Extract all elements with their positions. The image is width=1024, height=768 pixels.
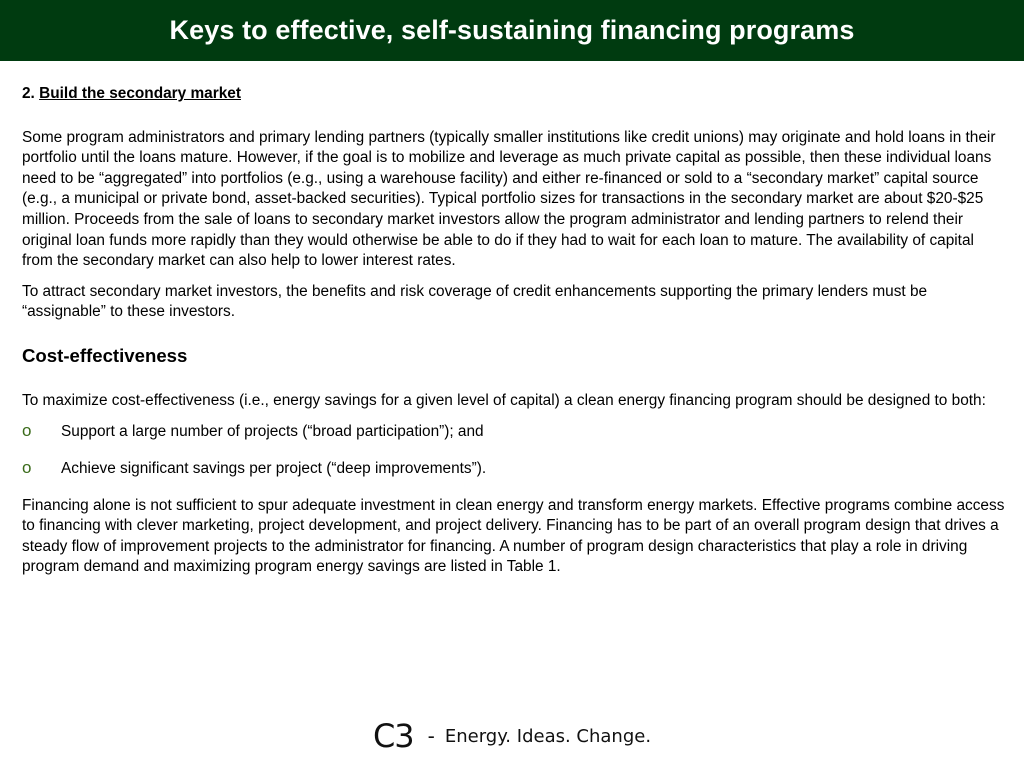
bullet-marker-icon: o	[22, 420, 32, 440]
paragraph-secondary-market: Some program administrators and primary lending partners (typically smaller institutions like credit unions) may originate and hold loans in their portfolio until the loans mature. However, if the goal is to mobilize and leverage as much private capital as possible, then these individual loans need to be “aggregated” into portfolios (e.g., using a warehouse facility) and either re-financed or sold to a “secondary market” capital source (e.g., a municipal or private bond, asset-backed securities). Typical portfolio sizes for transactions in the secondary market are about $20-$25 million. Proceeds from the sale of loans to secondary market investors allow the program administrator and lending partners to relend their original loan funds more rapidly than they would otherwise be able to do if they had to wait for each loan to mature. The availability of capital from the secondary market can also help to lower interest rates.	[22, 128, 996, 270]
footer-separator: -	[427, 724, 435, 748]
footer-branding	[0, 716, 1024, 756]
section-heading-text: Build the secondary market	[39, 85, 241, 102]
bullet-item	[22, 459, 1006, 488]
footer-tagline: Energy. Ideas. Change.	[444, 725, 652, 747]
paragraph-investors: To attract secondary market investors, the benefits and risk coverage of credit enhancements supporting the primary lenders must be “assignable” to these investors.	[22, 282, 928, 321]
section-number: 2.	[22, 85, 35, 102]
bullet-item	[22, 422, 1006, 451]
slide-title: Keys to effective, self-sustaining financing programs	[169, 15, 855, 45]
title-bar	[0, 0, 1024, 61]
bullet-text: Support a large number of projects (“broad participation”); and	[61, 422, 484, 440]
section-heading	[22, 84, 1006, 105]
bullet-marker-icon: o	[22, 457, 32, 477]
c3-logo: C3	[372, 717, 414, 755]
bullet-text: Achieve significant savings per project (“deep improvements”).	[61, 459, 487, 477]
subheading-cost-effectiveness: Cost-effectiveness	[22, 344, 188, 366]
slide-content	[22, 84, 1006, 588]
paragraph-financing-alone: Financing alone is not sufficient to spur adequate investment in clean energy and transform energy markets. Effective programs combine access to financing with clever marketing, project development, and project delivery. Financing has to be part of an overall program design that drives a steady flow of improvement projects to the administrator for financing. A number of program design characteristics that play a role in driving program demand and maximizing program energy savings are listed in Table 1.	[22, 496, 1005, 576]
paragraph-maximize: To maximize cost-effectiveness (i.e., energy savings for a given level of capital) a clean energy financing program should be designed to both:	[22, 391, 986, 409]
